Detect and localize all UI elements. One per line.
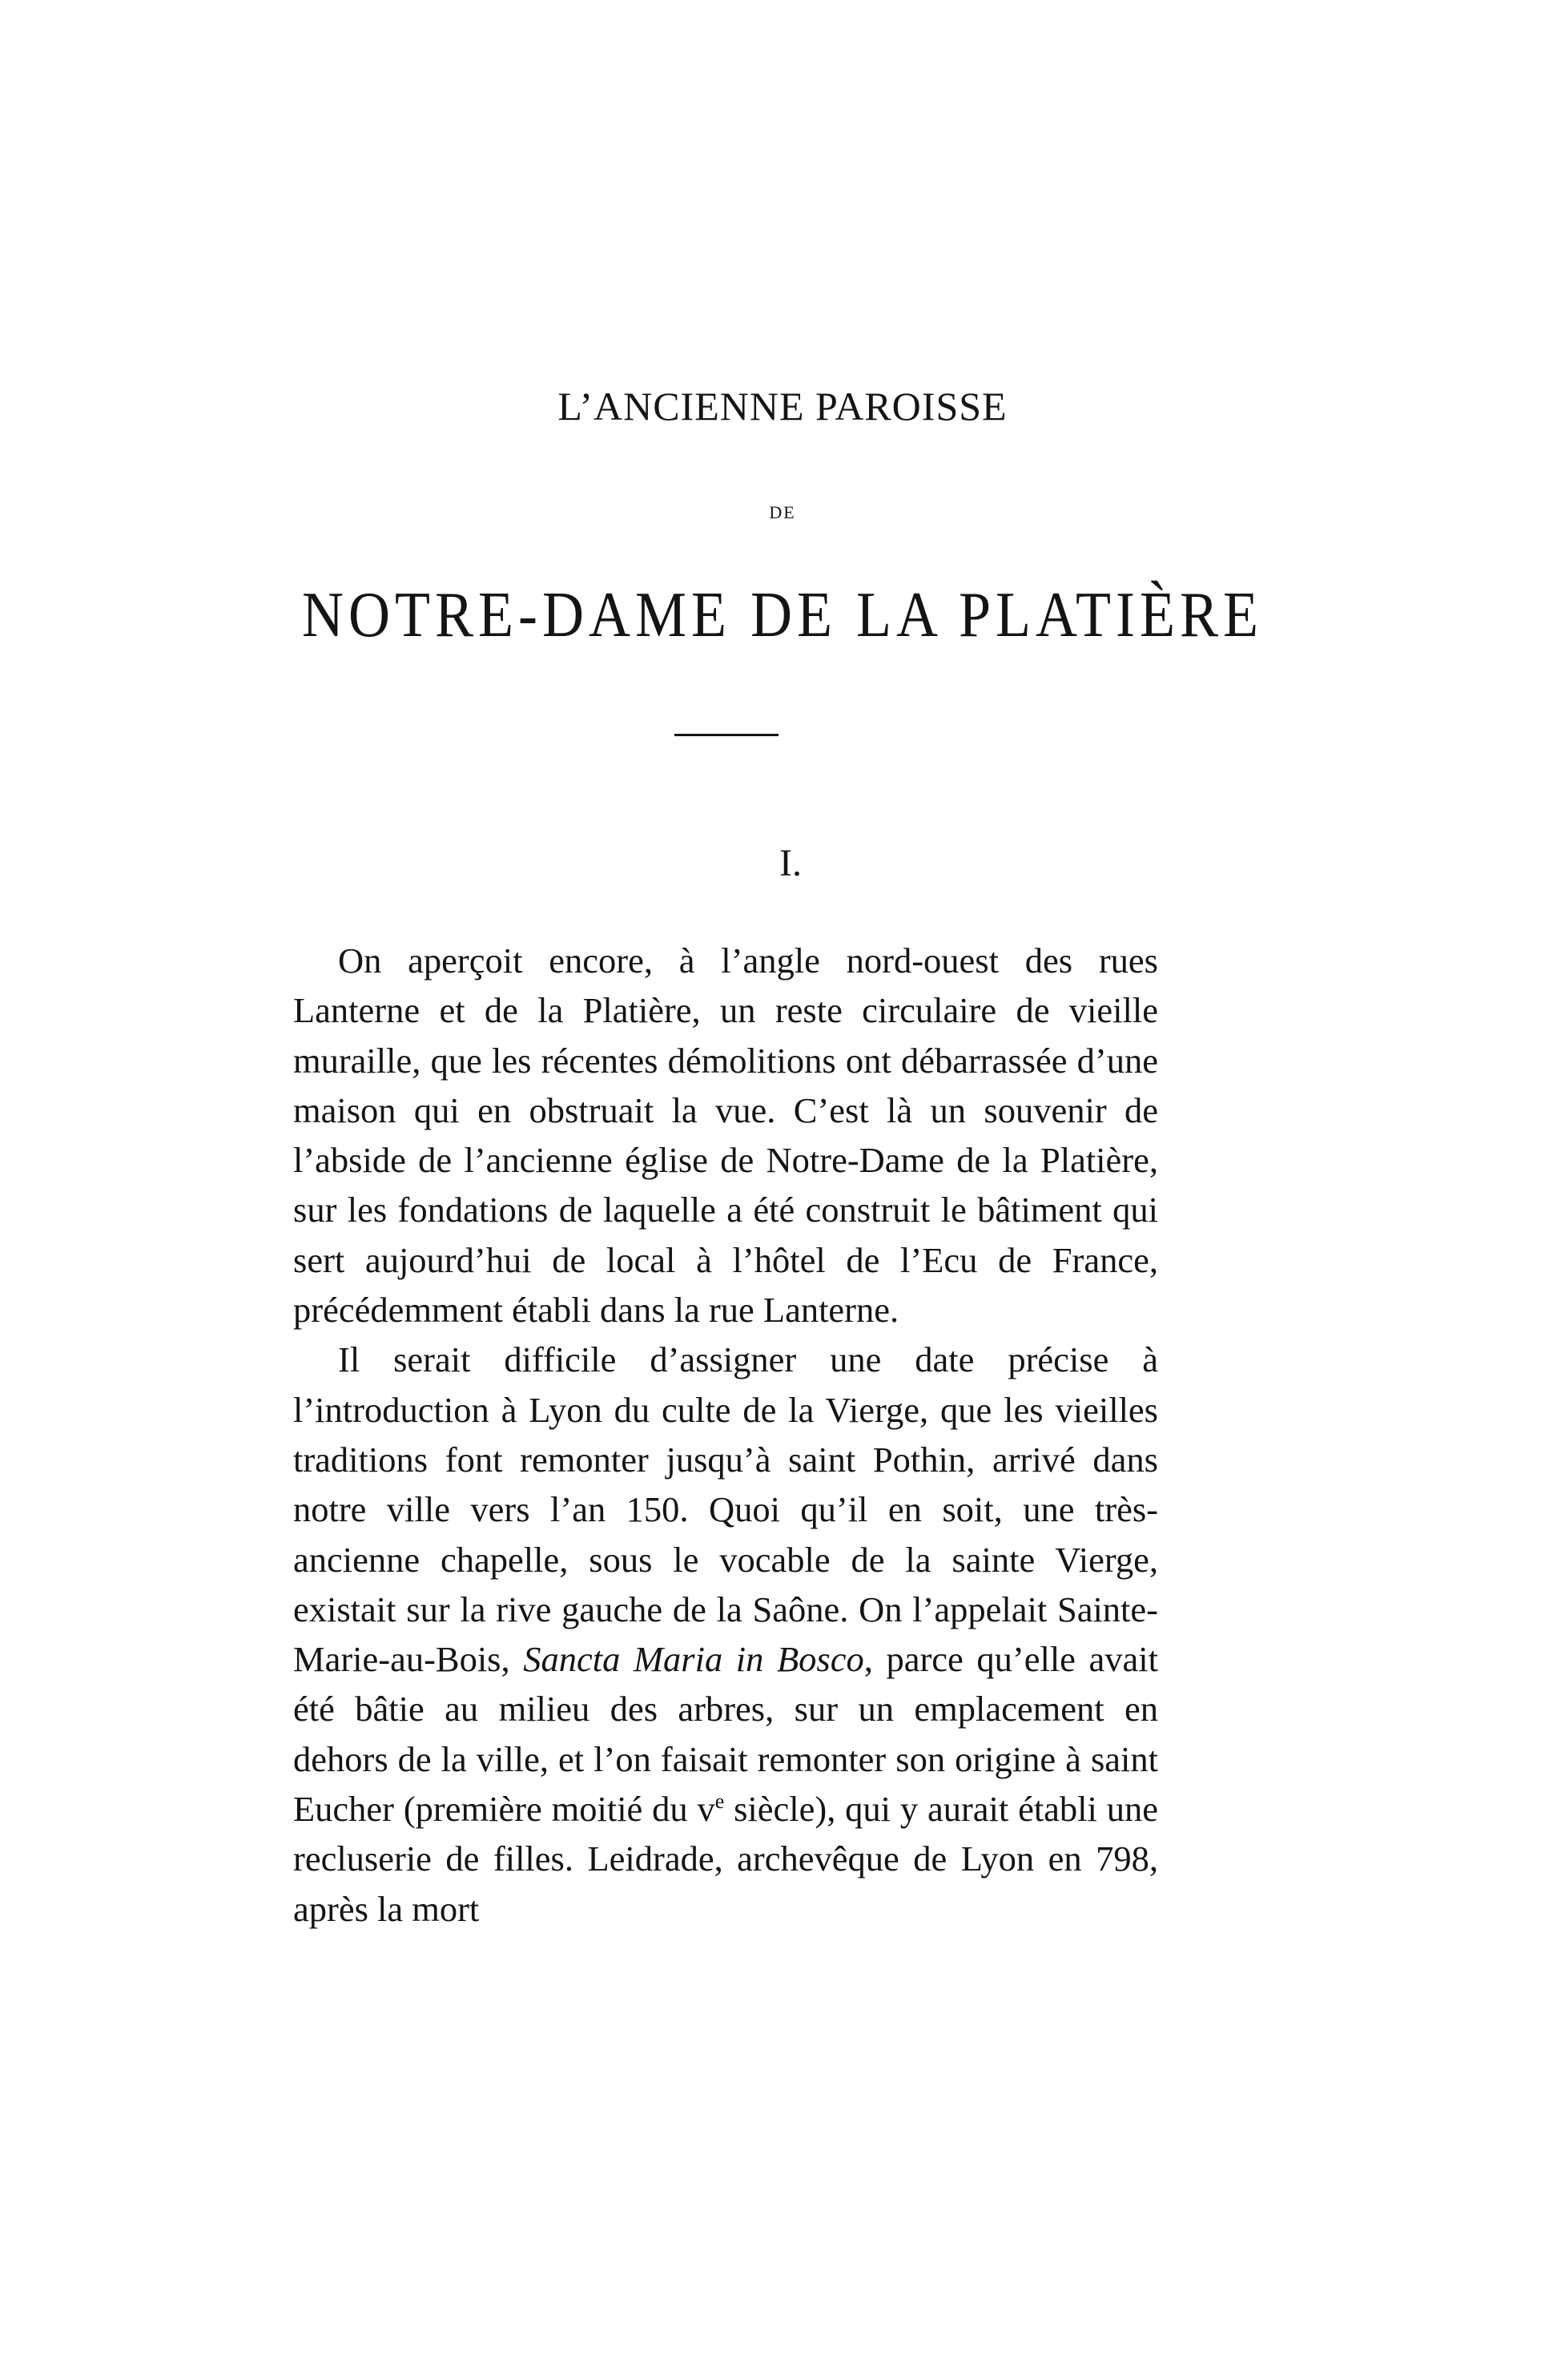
century-superscript: e: [714, 1790, 725, 1814]
paragraph-2-part-1: Il serait difficile d’assigner une date précise à l’introduction à Lyon du culte de la Vierge, que les vieilles traditions font remonter jusqu’à saint Pothin, arrivé dans notre ville vers l’an 150. Quoi qu’il en soit, une très-ancienne chapelle, sous le vocable de la sainte Vierge, existait sur la rive gauche de la Saône. On l’appelait Sainte-Marie-au-Bois,: [293, 1339, 1158, 1680]
paragraph-2: [293, 1335, 1158, 1934]
paragraph-2-part-2: , parce qu’elle avait été bâtie au milieu des arbres, sur un emplacement en dehors de la ville, et l’on faisait remonter son origine à saint Eucher (première moitié du v: [293, 1639, 1158, 1830]
paragraph-1: On aperçoit encore, à l’angle nord-ouest des rues Lanterne et de la Platière, un reste circulaire de vieille muraille, que les récentes démolitions ont débarrassée d’une maison qui en obstruait la vue. C’est là un souvenir de l’abside de l’ancienne église de Notre-Dame de la Platière, sur les fondations de laquelle a été construit le bâtiment qui sert aujourd’hui de local à l’hôtel de l’Ecu de France, précédemment établi dans la rue Lanterne.: [293, 940, 1158, 1331]
title-line-de: DE: [769, 502, 796, 522]
body-text: [293, 936, 1158, 1934]
latin-name: Sancta Maria in Bosco: [523, 1639, 864, 1680]
title-line-ancienne-paroisse: L’ANCIENNE PAROISSE: [557, 384, 1008, 429]
paragraph-2-part-3: siècle), qui y aurait établi une recluserie de filles. Leidrade, archevêque de Lyon en 798, après la mort: [293, 1789, 1158, 1929]
title-divider: [674, 734, 779, 736]
section-number: I.: [779, 842, 802, 884]
page-title: NOTRE-DAME DE LA PLATIÈRE: [302, 578, 1263, 650]
